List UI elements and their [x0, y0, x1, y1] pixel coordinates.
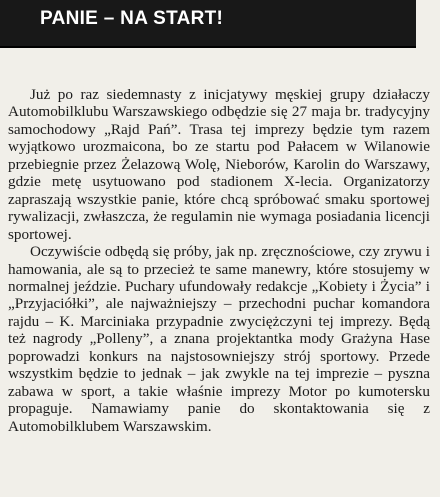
article-paragraph-1: Już po raz siedemnasty z inicjatywy męskiej grupy działaczy Automobilklubu Warszawskiego odbędzie się 27 maja br. tradycyjny samochodowy „Rajd Pań”. Trasa tej imprezy będzie tym razem wyjątkowo urozmaicona, bo ze startu pod Pałacem w Wilanowie przebiegnie przez Żelazową Wolę, Nieborów, Karolin do Warszawy, gdzie metę usytuowano pod stadionem X-lecia. Organizatorzy zapraszają wszystkie panie, które chcą spróbować smaku sportowej rywalizacji, zwłaszcza, że regulamin nie wymaga posiadania licencji sportowej.: [8, 86, 430, 243]
article-body: [8, 86, 430, 435]
header-banner: [0, 0, 440, 48]
header-bar: [0, 0, 416, 48]
header-edge: [416, 0, 440, 48]
article-paragraph-2: Oczywiście odbędą się próby, jak np. zręcznościowe, czy zrywu i hamowania, ale są to przecież te same manewry, które stosujemy w normalnej jeździe. Puchary ufundowały redakcje „Kobiety i Życia” i „Przyjaciółki”, ale najważniejszy – przechodni puchar komandora rajdu – K. Marciniaka przypadnie zwyciężczyni tej imprezy. Będą też nagrody „Polleny”, a znana projektantka mody Grażyna Hase poprowadzi konkurs na najstosowniejszy strój sportowy. Przede wszystkim będzie to jednak – jak zwykle na tej imprezie – pyszna zabawa w sport, a takie właśnie imprezy Motor po kumotersku propaguje. Namawiamy panie do skontaktowania się z Automobilklubem Warszawskim.: [8, 243, 430, 435]
article-title: PANIE – NA START!: [40, 8, 224, 29]
